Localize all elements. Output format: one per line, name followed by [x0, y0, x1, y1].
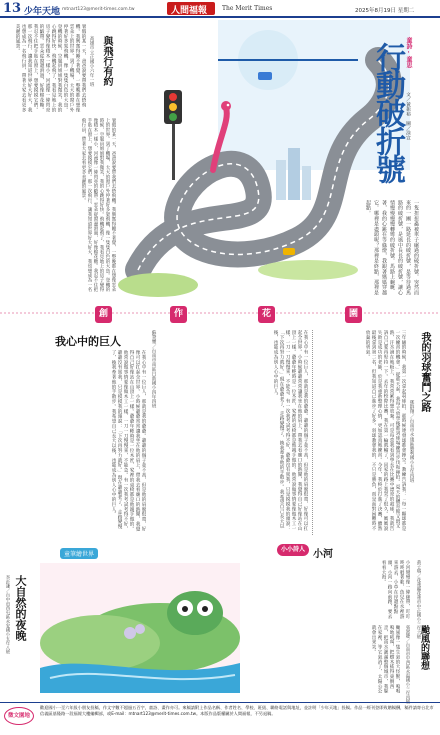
band-char-2: 作 [170, 306, 187, 323]
badminton-body: 三年級的時候，我第一次拿起羽球拍，那時候連發球都會揮空。教練告訴我：「每一顆球都是一次練習的機會。」從那天起，我每天放學後都到球場練習步伐和揮拍。夏天的體育館又悶又熱，汗水滴在地板上，我常常累得想放棄。可是每當我看到學長在比賽中漂亮的殺球，我就告訴自己要再堅持一下。去年的校際比賽，我在第一輪就輸了，回家的路上我哭了很久。媽媽說失敗是成功的老師，於是我重新整理心情，更加認真地練習。今年，我終於打進了決賽，雖然最後拿到第二名，但我知道自己進步了好多。羽球教會我的，不只是勝負，而是面對困難時不放棄的勇氣。 [365, 330, 406, 531]
night-title: 大自然的夜晚 [14, 575, 27, 641]
band-char-3: 花 [258, 306, 275, 323]
river-author: 黃子璿／花蓮縣花蓮市中正國小三年六班 [416, 560, 421, 640]
issue-date: 2025年8月19日 星期二 [355, 8, 415, 14]
section-title: 少年天地 [24, 7, 61, 17]
giant-body-right: 在我心中有一位巨人，那就是我的爺爺。爺爺的個子並不高，但是他的肩膀很寬，好像可以扛起全世界。小時候爺爺常常讓我坐在他的肩上，帶我去看廟口的熱鬧，我覺得自己好像站在山頂上一樣。爺爺年輕時是一位木匠，家裡的桌椅都是他親手做的。他常說做事情要像做木工一樣，一刀一刀慢慢來，不能急。有一次我考試考得不好，爺爺沒有罵我，只是摸摸我的頭說：「下次再努力就好。」現在爺爺老了，走路變慢了，換我牽著他的手散步。我希望自己長大以後，也能成為別人心中的巨人。 [273, 330, 308, 531]
section-band [0, 302, 440, 324]
typhoon-body: 颱風像一隻生氣的大怪獸，嗚嗚嗚地吼叫，把樹木搖得東倒西歪，把雨水灑滿整個城市，我躲在家裡，等它氣消了，太陽公公就會出來笑。 [371, 625, 400, 694]
giant-title: 我心中的巨人 [55, 335, 121, 348]
river-title: 小河 [313, 549, 333, 560]
section-email[interactable]: mtnart123@merit-times.com.tw [62, 7, 135, 12]
night-byline: 李沂謙／台中市西屯區永安國小五年八班 [5, 575, 10, 655]
submission-guidelines: 歡迎國小一至六年級小朋友投稿，作文字數不超過五百字，童詩、畫作亦可。來稿請附上作品名稱、作者姓名、學校、班級、聯絡電話與地址，並註明「少年天地」投稿。作品一經刊登即致贈稿酬，稿件請寄台北市信義區基隆路一段福報大樓編輯部，或E-mail：mtnart123@merit-times.com.tw。本版作品版權屬於人間福報，不另退稿。 [40, 705, 434, 716]
submission-badge: 徵文園地 [4, 707, 34, 725]
left-story-body-lower: 暑假的某一天，爸爸說要帶我們去搭飛機。我興奮得睡不著覺，一整晚都在想像雲朵上的世界。到了機場，大大的窗戶外停著好多架飛機，像一隻隻白色的大鳥。登機的時候，空服員姐姐對我微笑，我的心跳得好快。飛機起飛了，我看見地上的房子變得像積木一樣小，河流像一條閃亮的緞帶。雲朵從窗邊滑過，好像棉花糖。我忍不住把手貼在窗上，想要摸摸它們。那一次飛行，讓我知道世界好大好大，我也想成為一名飛行員，帶著大家去看更多美麗的風景。 [81, 118, 116, 292]
giant-byline: 蘇筆璽／台南市南區日新國小四年四班 [151, 330, 156, 409]
nature-night-drawing [10, 553, 245, 693]
band-char-1: 創 [95, 306, 112, 323]
river-body: 小河彎彎像一條絲帶，叮叮咚咚唱著歌，魚兒在水裡游來游去，小草在岸邊點點頭，小河一路向前跑，要去看看大海。 [381, 560, 410, 619]
giant-body-left: 在我心中有一位巨人，那就是我的爺爺。爺爺的個子並不高，但是他的肩膀很寬，好像可以扛起全世界。小時候爺爺常常讓我坐在他的肩上，帶我去看廟口的熱鬧，我覺得自己好像站在山頂上一樣。爺爺年輕時是一位木匠，家裡的桌椅都是他親手做的。他常說做事情要像做木工一樣，一刀一刀慢慢來，不能急。有一次我考試考得不好，爺爺沒有罵我，只是摸摸我的頭說：「下次再努力就好。」現在爺爺老了，走路變慢了，換我牽著他的手散步。我希望自己長大以後，也能成為別人心中的巨人。 [111, 350, 146, 532]
band-char-4: 園 [345, 306, 362, 323]
poem-column-tag: 童詩·童思 [405, 37, 412, 68]
poem-title: 行動破折號 [370, 42, 405, 182]
brand-logo: 人間福報 [171, 6, 208, 16]
small-poet-badge: 小小詩人 [277, 544, 309, 556]
left-story-title: 與飛行有約 [101, 36, 112, 86]
typhoon-author: 張甯婕／台南市中西區永福國小三年四班 [405, 625, 410, 705]
typhoon-title: 颱風的聯想 [419, 625, 429, 670]
badminton-byline: 鄧群翔／台南市永康區勝利國小五年四班 [409, 400, 414, 483]
left-story-body: 暑假的某一天，爸爸說要帶我們去搭飛機。我興奮得睡不著覺，一整晚都在想像雲朵上的世界。到了機場，大大的窗戶外停著好多架飛機，像一隻隻白色的大鳥。登機的時候，空服員姐姐對我微笑，我的心跳得好快。飛機起飛了，我看見地上的房子變得像積木一樣小，河流像一條閃亮的緞帶。雲朵從窗邊滑過，好像棉花糖。我忍不住把手貼在窗上，想要摸摸它們。那一次飛行，讓我知道世界好大好大，我也想成為一名飛行員，帶著大家去看更多美麗的風景。 [15, 24, 86, 113]
column-divider [312, 330, 313, 535]
top-poem-body: 一隻扭扭蟲被車子碾過的破折號。突然而來的一團一路延長的破折號，是等待過馬路的破折號，是風中長長的破折號，讓心情慢慢慢慢轉彎的破折號。馬路上蜿蜒著，我的心跳在等綠燈，我跟著媽媽穿越它。哪裡是盡頭呢？那裡是終點，那裡是起點。 [365, 200, 419, 296]
brand-english: The Merit Times [222, 5, 273, 12]
drawing-badge: 童筆繪世界 [60, 548, 98, 559]
page-number: 13 [3, 1, 22, 16]
left-story-byline: 高雄市立正國小六年一班 [89, 36, 94, 87]
poem-author: 文／黃振裕 圖／涂宣 [405, 92, 410, 140]
badminton-title: 我的羽球奮鬥之路 [419, 332, 430, 412]
